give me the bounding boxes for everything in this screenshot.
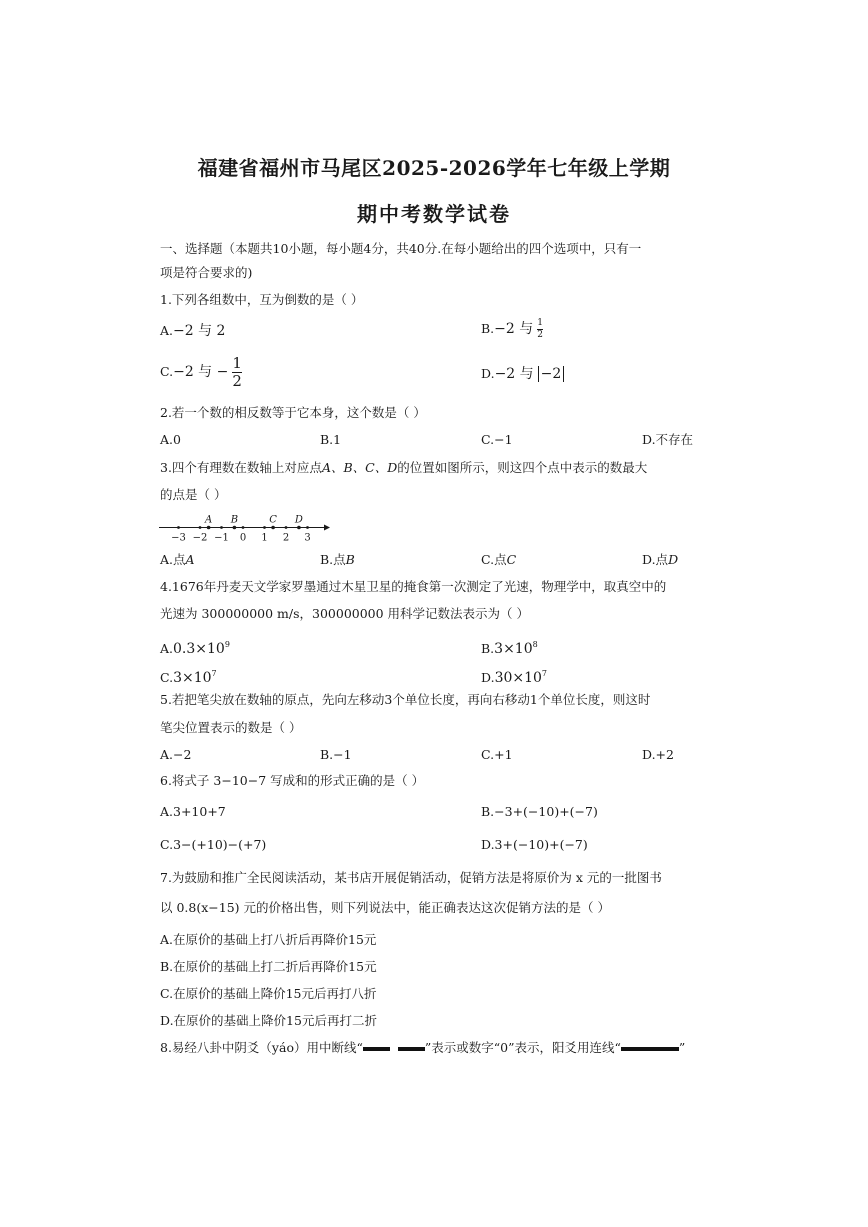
q4-option-a: $A.0.3\times 10^9$ bbox=[160, 640, 230, 657]
fraction: $\frac{1}{2}$ bbox=[537, 318, 543, 340]
q6-option-b: B.−3+(−10)+(−7) bbox=[481, 804, 598, 819]
q7-option-c: C.在原价的基础上降价15元后再打八折 bbox=[160, 986, 377, 1001]
q5-option-a: A.−2 bbox=[160, 747, 192, 762]
q3-stem: 3.四个有理数在数轴上对应点A、B、C、D的位置如图所示，则这四个点中表示的数最大 bbox=[160, 460, 648, 475]
point-label-a: A bbox=[204, 514, 213, 526]
q7-option-d: D.在原价的基础上降价15元后再打二折 bbox=[160, 1013, 377, 1028]
tick-mark bbox=[177, 526, 180, 529]
q4-stem: 4.1676年丹麦天文学家罗墨通过木星卫星的掩食第一次测定了光速，物理学中，取真空中的 bbox=[160, 579, 667, 594]
tick-label: −1 bbox=[214, 532, 229, 544]
q3-stem-cont: 的点是（ ） bbox=[160, 487, 227, 502]
q4-option-d: $D.30\times 10^7$ bbox=[481, 669, 548, 686]
tick-label: −3 bbox=[171, 532, 186, 544]
q8-stem: 8.易经八卦中阴爻（yáo）用中断线“ ”表示或数字“0”表示，阳爻用连线“ ” bbox=[160, 1040, 686, 1055]
section1-instructions: 一、选择题（本题共10小题，每小题4分，共40分.在每小题给出的四个选项中，只有一 bbox=[160, 241, 642, 256]
yin-line-left bbox=[363, 1047, 390, 1051]
point-a bbox=[207, 526, 211, 530]
tick-label: −2 bbox=[192, 532, 208, 544]
tick-mark bbox=[263, 526, 266, 529]
tick-label: 3 bbox=[304, 532, 311, 544]
tick-mark bbox=[306, 526, 309, 529]
point-label-d: D bbox=[294, 514, 303, 526]
q7-option-b: B.在原价的基础上打二折后再降价15元 bbox=[160, 959, 377, 974]
q6-stem: 6.将式子 3−10−7 写成和的形式正确的是（ ） bbox=[160, 773, 425, 788]
q5-option-c: C.+1 bbox=[481, 747, 513, 762]
q1-option-c: C.−2 与 − $\frac{1}{2}$ bbox=[160, 354, 242, 390]
q2-option-a: A.0 bbox=[160, 432, 181, 447]
q1-stem: 1.下列各组数中，互为倒数的是（ ） bbox=[160, 292, 364, 307]
tick-label: 1 bbox=[261, 532, 268, 544]
q1-option-d: D.−2 与 −2 bbox=[481, 366, 564, 382]
tick-mark bbox=[199, 526, 202, 529]
number-line-figure bbox=[156, 508, 336, 546]
q3-option-a: A.点A bbox=[160, 552, 195, 567]
q6-option-d: D.3+(−10)+(−7) bbox=[481, 837, 588, 852]
q4-stem-cont: 光速为 300000000 m/s，300000000 用科学记数法表示为（ ） bbox=[160, 606, 530, 621]
point-d bbox=[297, 526, 301, 530]
yin-line-right bbox=[398, 1047, 425, 1051]
q2-stem: 2.若一个数的相反数等于它本身，这个数是（ ） bbox=[160, 405, 426, 420]
q7-option-a: A.在原价的基础上打八折后再降价15元 bbox=[160, 932, 377, 947]
tick-mark bbox=[242, 526, 245, 529]
q6-option-c: C.3−(+10)−(+7) bbox=[160, 837, 267, 852]
point-label-c: C bbox=[269, 514, 277, 526]
point-c bbox=[271, 526, 275, 530]
q6-option-a: A.3+10+7 bbox=[160, 804, 226, 819]
q2-option-b: B.1 bbox=[320, 432, 342, 447]
tick-mark bbox=[285, 526, 288, 529]
q7-stem-cont: 以 0.8(x−15) 元的价格出售，则下列说法中，能正确表达这次促销方法的是（ ） bbox=[160, 900, 610, 915]
q3-option-d: D.点D bbox=[642, 552, 679, 567]
exam-title-line2: 期中考数学试卷 bbox=[357, 202, 511, 226]
q5-option-b: B.−1 bbox=[320, 747, 352, 762]
q4-option-c: $C.3\times 10^7$ bbox=[160, 669, 217, 686]
q1-option-a: A.−2 与 2 bbox=[160, 323, 226, 339]
axis-arrow bbox=[324, 525, 330, 531]
q2-option-c: C.−1 bbox=[481, 432, 513, 447]
tick-label: 0 bbox=[239, 532, 247, 544]
q4-option-b: $B.3\times 10^8$ bbox=[481, 640, 538, 657]
q2-option-d: D.不存在 bbox=[642, 432, 694, 447]
tick-mark bbox=[220, 526, 223, 529]
q7-stem: 7.为鼓励和推广全民阅读活动，某书店开展促销活动，促销方法是将原价为 x 元的一批图书 bbox=[160, 870, 662, 885]
fraction: $\frac{1}{2}$ bbox=[232, 354, 242, 390]
tick-label: 2 bbox=[282, 532, 290, 544]
q3-option-b: B.点B bbox=[320, 552, 355, 567]
yang-line bbox=[621, 1047, 679, 1051]
q5-stem: 5.若把笔尖放在数轴的原点，先向左移动3个单位长度，再向右移动1个单位长度，则这时 bbox=[160, 692, 651, 707]
section1-instructions-cont: 项是符合要求的) bbox=[160, 265, 253, 280]
absolute-value: −2 bbox=[538, 366, 565, 382]
q3-option-c: C.点C bbox=[481, 552, 517, 567]
point-b bbox=[233, 526, 237, 530]
point-label-b: B bbox=[230, 514, 239, 526]
q1-option-b: B.−2 与 $\frac{1}{2}$ bbox=[481, 318, 543, 340]
q5-stem-cont: 笔尖位置表示的数是（ ） bbox=[160, 720, 302, 735]
exam-title-line1: 福建省福州市马尾区2025-2026学年七年级上学期 bbox=[197, 156, 671, 180]
q5-option-d: D.+2 bbox=[642, 747, 674, 762]
